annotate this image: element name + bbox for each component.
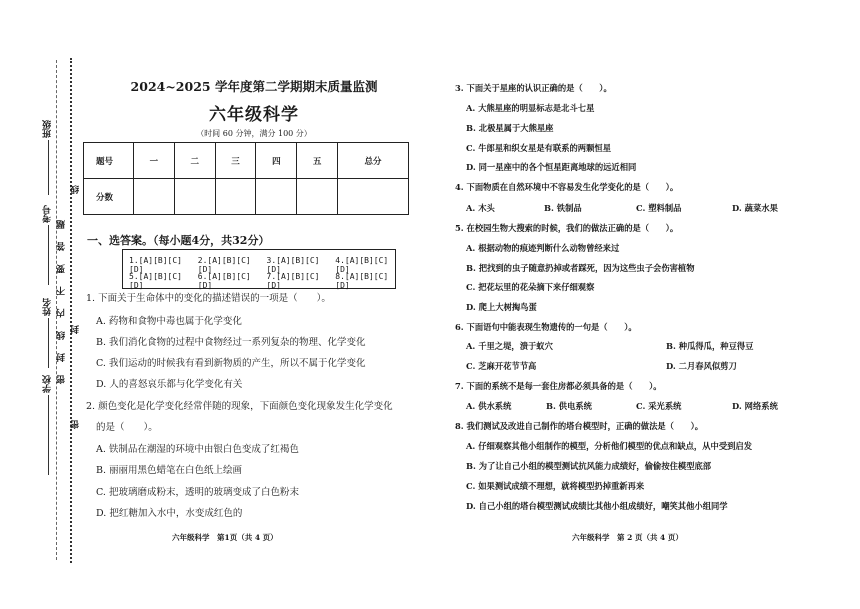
question-7-option-c: C. 采光系统	[636, 401, 682, 411]
school-blank	[48, 395, 49, 475]
question-4-option-c: C. 塑料制品	[636, 203, 682, 213]
question-3-option-c: C. 牛郎星和织女星是有联系的两颗恒星	[466, 143, 611, 153]
score-header-cell: 题号	[84, 143, 134, 179]
question-6: 6. 下面语句中能表现生物遗传的一句是（ ）。	[455, 322, 637, 332]
question-6-option-b: B. 种瓜得瓜，种豆得豆	[666, 341, 754, 351]
question-4-option-d: D. 蔬菜水果	[732, 203, 778, 213]
question-7-option-b: B. 供电系统	[546, 401, 592, 411]
score-table	[83, 142, 409, 215]
answer-row	[129, 272, 395, 290]
question-5-option-b: B. 把找到的虫子随意扔掉或者踩死，因为这些虫子会伤害植物	[466, 263, 695, 273]
answer-choice[interactable]: 3.[A][B][C][D]	[266, 256, 320, 274]
question-7-option-d: D. 网络系统	[732, 401, 778, 411]
question-3-option-b: B. 北极星属于大熊星座	[466, 123, 554, 133]
question-5-option-c: C. 把花坛里的花朵摘下来仔细观察	[466, 282, 595, 292]
exam-title: 2024~2025 学年度第二学期期末质量监测	[130, 79, 378, 94]
question-2: 2. 颜色变化是化学变化经常伴随的现象，下面颜色变化现象发生化学变化	[86, 401, 393, 412]
score-cell[interactable]	[338, 179, 409, 215]
question-6-option-d: D. 二月春风似剪刀	[666, 361, 737, 371]
question-2-continuation: 的是（ ）。	[96, 422, 158, 433]
question-8: 8. 我们测试及改进自己制作的塔台模型时，正确的做法是（ ）。	[455, 421, 704, 431]
question-8-option-d: D. 自己小组的塔台模型测试成绩比其他小组成绩好，嘲笑其他小组同学	[466, 501, 728, 511]
subject-title: 六年级科学	[209, 105, 299, 125]
name-label: 姓名	[43, 298, 53, 316]
answer-choice[interactable]: 5.[A][B][C][D]	[129, 272, 182, 290]
question-8-option-c: C. 如果测试成绩不理想，就将模型扔掉重新再来	[466, 481, 645, 491]
page-two	[450, 0, 850, 609]
question-2-option-d: D. 把红糖加入水中，水变成红色的	[96, 508, 243, 519]
question-4: 4. 下面物质在自然环境中不容易发生化学变化的是（ ）。	[455, 182, 679, 192]
time-note: （时间 60 分钟，满分 100 分）	[196, 129, 312, 138]
question-8-option-a: A. 仔细观察其他小组制作的模型，分析他们模型的优点和缺点，从中受到启发	[466, 441, 753, 451]
score-header-cell: 三	[215, 143, 256, 179]
question-1-option-b: B. 我们消化食物的过程中食物经过一系列复杂的物理、化学变化	[96, 337, 366, 348]
question-1-option-a: A. 药物和食物中毒也属于化学变化	[96, 316, 242, 327]
score-header-cell: 四	[256, 143, 297, 179]
question-5-option-d: D. 爬上大树掏鸟蛋	[466, 302, 537, 312]
question-2-option-b: B. 丽丽用黑色蜡笔在白色纸上绘画	[96, 465, 243, 476]
score-cell[interactable]	[134, 179, 175, 215]
score-row-label: 分数	[84, 179, 134, 215]
question-4-option-a: A. 木头	[466, 203, 495, 213]
page-one-footer: 六年级科学 第1页（共 4 页）	[172, 533, 278, 542]
score-cell[interactable]	[174, 179, 215, 215]
score-cell[interactable]	[215, 179, 256, 215]
question-4-option-b: B. 铁制品	[544, 203, 582, 213]
answer-choice[interactable]: 4.[A][B][C][D]	[335, 256, 389, 274]
answer-choice[interactable]: 8.[A][B][C][D]	[335, 272, 389, 290]
seal-line-dotted	[70, 58, 72, 563]
score-table-score-row	[84, 179, 409, 215]
question-5-option-a: A. 根据动物的痕迹判断什么动物曾经来过	[466, 243, 620, 253]
seal-char-seal: 封	[71, 325, 81, 334]
seal-warning: 密 封 线 内 不 要 答 题	[57, 215, 67, 384]
exam-no-label: 考号	[43, 205, 53, 223]
score-header-cell: 二	[174, 143, 215, 179]
question-5: 5. 在校园生物大搜索的时候，我们的做法正确的是（ ）。	[455, 223, 679, 233]
score-header-cell: 五	[297, 143, 338, 179]
score-cell[interactable]	[297, 179, 338, 215]
answer-sheet-box	[122, 249, 396, 289]
question-1-option-d: D. 人的喜怒哀乐都与化学变化有关	[96, 379, 243, 390]
question-1-option-c: C. 我们运动的时候我有看到新物质的产生，所以不属于化学变化	[96, 358, 366, 369]
answer-choice[interactable]: 2.[A][B][C][D]	[197, 256, 251, 274]
question-3-option-a: A. 大熊星座的明显标志是北斗七星	[466, 103, 595, 113]
section-one-heading: 一、选答案。（每小题4分，共32分）	[87, 234, 270, 247]
answer-choice[interactable]: 1.[A][B][C][D]	[129, 256, 182, 274]
seal-char-secret: 密	[71, 420, 81, 429]
score-header-cell: 总分	[338, 143, 409, 179]
question-2-option-c: C. 把玻璃磨成粉末，透明的玻璃变成了白色粉末	[96, 487, 299, 498]
answer-choice[interactable]: 7.[A][B][C][D]	[266, 272, 320, 290]
score-cell[interactable]	[256, 179, 297, 215]
question-6-option-a: A. 千里之堤，溃于蚁穴	[466, 341, 553, 351]
answer-choice[interactable]: 6.[A][B][C][D]	[197, 272, 251, 290]
binding-margin	[0, 0, 80, 609]
school-label: 学校	[43, 375, 53, 393]
class-label: 班级	[43, 120, 53, 138]
exam-no-blank	[48, 225, 49, 285]
question-3: 3. 下面关于星座的认识正确的是（ ）。	[455, 83, 612, 93]
seal-char-line: 线	[71, 185, 81, 194]
question-7: 7. 下面的系统不是每一套住房都必须具备的是（ ）。	[455, 381, 662, 391]
question-7-option-a: A. 供水系统	[466, 401, 512, 411]
question-6-option-c: C. 芝麻开花节节高	[466, 361, 537, 371]
question-2-option-a: A. 铁制品在潮湿的环境中由银白色变成了红褐色	[96, 444, 299, 455]
question-1: 1. 下面关于生命体中的变化的描述错误的一项是（ ）。	[86, 293, 331, 304]
score-header-cell: 一	[134, 143, 175, 179]
score-table-header-row	[84, 143, 409, 179]
class-blank	[48, 140, 49, 195]
question-8-option-b: B. 为了让自己小组的模型测试抗风能力成绩好，偷偷按住模型底部	[466, 461, 712, 471]
page-two-footer: 六年级科学 第 2 页（共 4 页）	[572, 533, 683, 542]
name-blank	[48, 318, 49, 368]
question-3-option-d: D. 同一星座中的各个恒星距离地球的远近相同	[466, 162, 637, 172]
page-one	[80, 0, 428, 609]
